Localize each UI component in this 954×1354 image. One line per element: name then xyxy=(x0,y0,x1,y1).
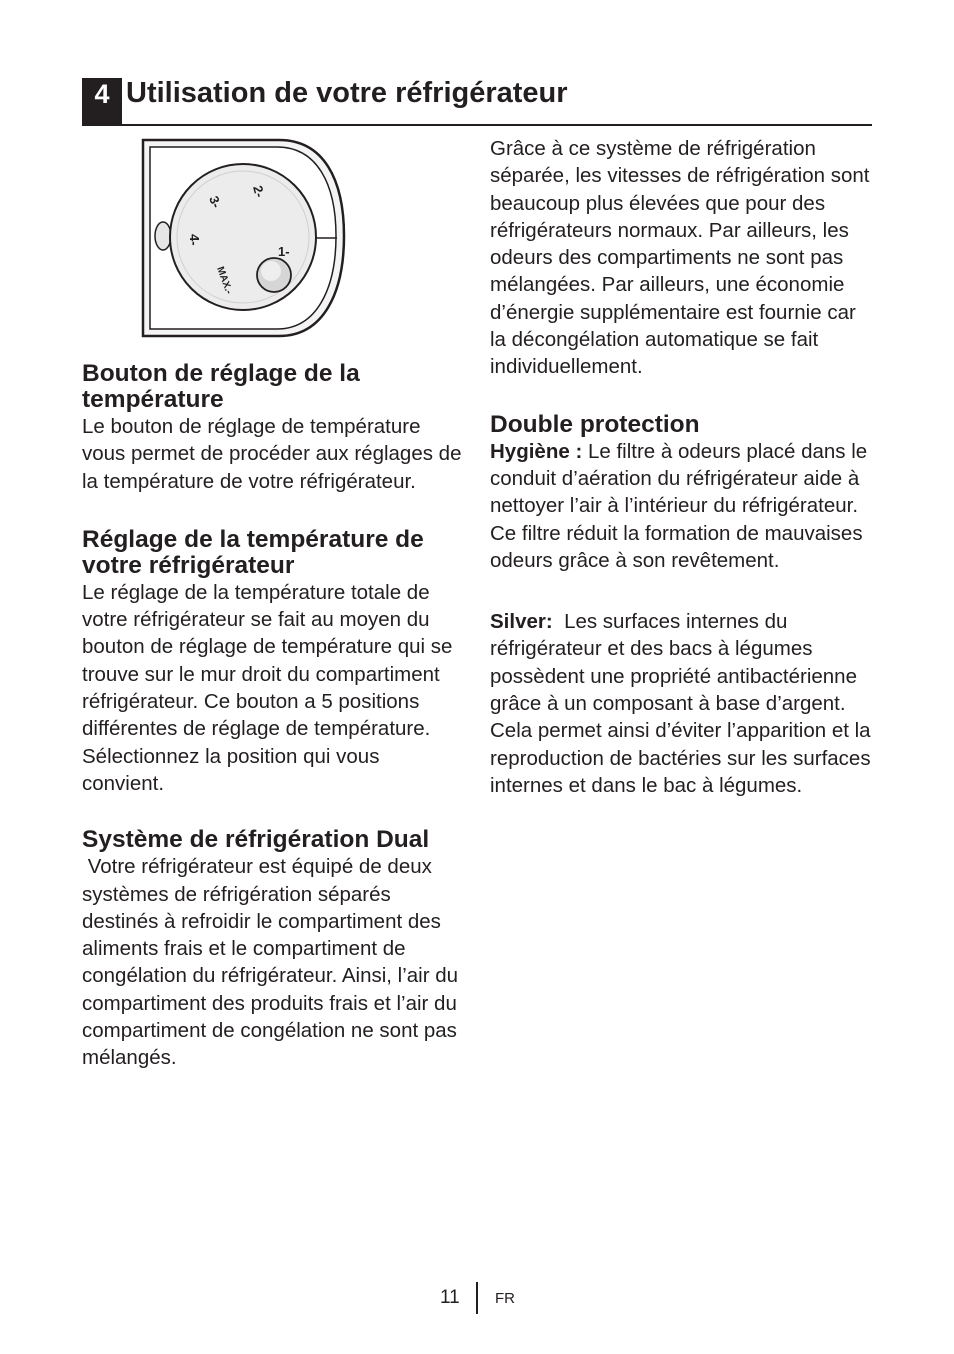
dial-label-1: 1- xyxy=(278,244,290,259)
section-temperature-setting xyxy=(82,527,464,797)
section-heading: Système de réfrigération Dual xyxy=(82,826,430,854)
section-body: Le bouton de réglage de température vous permet de procéder aux réglages de la température de votre réfrigérateur. xyxy=(82,415,462,493)
hygiene-paragraph xyxy=(490,438,872,574)
section-temperature-button xyxy=(82,361,464,495)
silver-paragraph xyxy=(490,608,877,799)
dial-label-2: 2- xyxy=(250,183,268,199)
intro-paragraph: Grâce à ce système de réfrigération séparée, les vitesses de réfrigération sont beaucoup plus élevées que pour des réfrigérateurs normaux. Par ailleurs, les odeurs des compartiments ne sont pas mélangées. Par ailleurs, une économie d’énergie supplémentaire est fournie car la décongélation automatique se fait individuellement. xyxy=(490,137,870,379)
temperature-knob-illustration xyxy=(137,132,347,344)
section-heading: Double protection xyxy=(490,410,700,438)
hygiene-text: Le filtre à odeurs placé dans le conduit d’aération du réfrigérateur aide à nettoyer l’air à l’intérieur du réfrigérateur. Ce filtre réduit la formation de mauvaises odeurs grâce à son revêtement. xyxy=(490,439,868,572)
section-dual-cooling xyxy=(82,827,464,1071)
dial-label-max: MAX.- xyxy=(214,265,235,296)
section-heading: Réglage de la température de votre réfrigérateur xyxy=(82,525,424,579)
section-body: Le réglage de la température totale de votre réfrigérateur se fait au moyen du bouton de réglage de température qui se trouve sur le mur droit du compartiment réfrigérateur. Ce bouton a 5 positions différentes de réglage de température. Sélectionnez la position qui vous convient. xyxy=(82,580,453,795)
silver-text: Les surfaces internes du réfrigérateur et des bacs à légumes possèdent une propriété antibactérienne grâce à un composant à base d’argent. Cela permet ainsi d’éviter l’apparition et la reproduction de bactéries sur les surfaces internes et dans le bac à légumes. xyxy=(490,610,877,797)
section-double-protection xyxy=(490,410,877,800)
dial-grip-highlight xyxy=(261,261,281,281)
page-number: 11 xyxy=(440,1287,460,1308)
chapter-title: Utilisation de votre réfrigérateur xyxy=(126,77,568,109)
language-code: FR xyxy=(495,1290,515,1307)
right-column xyxy=(490,135,877,799)
left-column xyxy=(82,132,464,1072)
section-body: Votre réfrigérateur est équipé de deux systèmes de réfrigération séparés destinés à refroidir le compartiment des aliments frais et le compartiment de congélation du réfrigérateur. Ainsi, l’air du compartiment des produits frais et l’air du compartiment de congélation ne sont pas mélangés. xyxy=(82,855,464,1070)
silver-label: Silver: xyxy=(490,610,553,634)
hygiene-label: Hygiène : xyxy=(490,439,583,463)
chapter-number: 4 xyxy=(82,78,122,124)
housing-left-tab xyxy=(155,222,171,250)
footer-divider xyxy=(476,1282,478,1314)
section-heading: Bouton de réglage de la température xyxy=(82,360,360,413)
dial-label-4: 4- xyxy=(187,234,202,246)
dial-label-3: 3- xyxy=(206,193,225,210)
chapter-header xyxy=(82,78,872,126)
